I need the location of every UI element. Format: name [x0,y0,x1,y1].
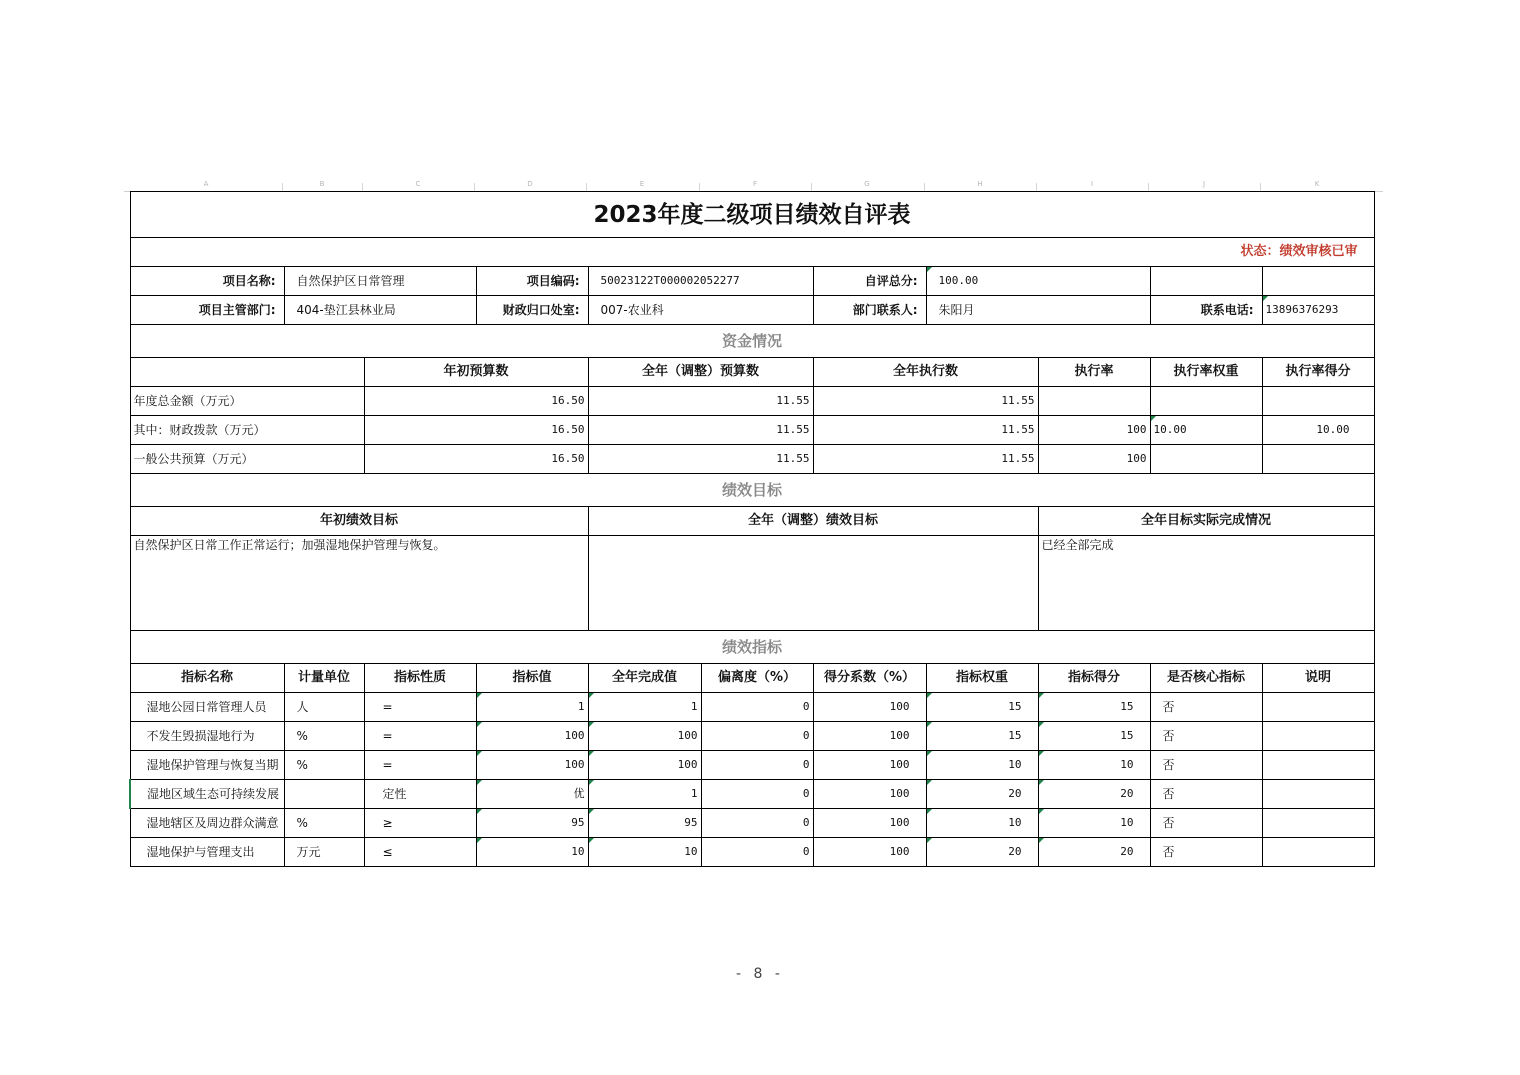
indicator-weight[interactable]: 15 [926,693,1038,722]
funds-adjusted[interactable]: 11.55 [588,416,813,445]
table-row [130,809,1374,838]
funds-score[interactable]: 10.00 [1262,416,1374,445]
funds-initial[interactable]: 16.50 [364,387,588,416]
indicator-target[interactable]: 优 [476,780,588,809]
indicator-name[interactable]: 湿地公园日常管理人员 [130,693,284,722]
funds-header-initial: 年初预算数 [364,358,588,387]
column-divider [699,183,700,191]
status-badge: 状态：绩效审核已审 [130,238,1374,267]
funds-initial[interactable]: 16.50 [364,445,588,474]
column-letter[interactable]: A [203,180,209,188]
indicator-actual[interactable]: 100 [588,722,701,751]
table-row [130,780,1374,809]
indicator-header-actual: 全年完成值 [588,664,701,693]
indicator-nature[interactable]: = [364,751,476,780]
indicator-core[interactable]: 否 [1150,722,1262,751]
column-letter[interactable]: D [527,180,533,188]
column-divider [1148,183,1149,191]
spreadsheet-sheet [124,180,1383,859]
indicator-note[interactable] [1262,693,1374,722]
column-letter[interactable]: G [864,180,870,188]
column-divider [586,183,587,191]
indicator-name[interactable]: 湿地辖区及周边群众满意 [130,809,284,838]
indicator-score[interactable]: 20 [1038,780,1150,809]
phone-value[interactable]: 13896376293 [1262,296,1374,325]
funds-section-title: 资金情况 [130,325,1374,358]
indicator-coefficient[interactable]: 100 [813,809,926,838]
funds-rate[interactable]: 100 [1038,416,1150,445]
indicator-coefficient[interactable]: 100 [813,693,926,722]
indicator-coefficient[interactable]: 100 [813,838,926,867]
funds-row-label[interactable]: 其中：财政拨款（万元） [130,416,364,445]
indicator-header-unit: 计量单位 [284,664,364,693]
indicator-nature[interactable]: ≤ [364,838,476,867]
indicator-deviation[interactable]: 0 [701,751,813,780]
indicator-score[interactable]: 20 [1038,838,1150,867]
funds-row [130,387,1374,416]
indicator-deviation[interactable]: 0 [701,722,813,751]
indicator-actual[interactable]: 95 [588,809,701,838]
funds-weight[interactable] [1150,387,1262,416]
self-score-label: 自评总分: [813,267,926,296]
contact-person-value[interactable]: 朱阳月 [926,296,1150,325]
funds-executed[interactable]: 11.55 [813,445,1038,474]
project-code-label: 项目编码: [476,267,588,296]
indicator-header-nature: 指标性质 [364,664,476,693]
indicator-target[interactable]: 100 [476,751,588,780]
evaluation-table [129,191,1375,867]
indicator-header-name: 指标名称 [130,664,284,693]
indicator-core[interactable]: 否 [1150,751,1262,780]
indicator-note[interactable] [1262,838,1374,867]
goals-header-initial: 年初绩效目标 [130,507,588,536]
column-letter[interactable]: B [319,180,325,188]
column-divider [1260,183,1261,191]
indicator-name[interactable]: 湿地区域生态可持续发展 [130,780,284,809]
indicator-deviation[interactable]: 0 [701,693,813,722]
indicator-actual[interactable]: 1 [588,693,701,722]
table-row [130,751,1374,780]
indicator-weight[interactable]: 10 [926,809,1038,838]
indicator-note[interactable] [1262,809,1374,838]
funds-rate[interactable]: 100 [1038,445,1150,474]
column-divider [362,183,363,191]
indicator-name[interactable]: 湿地保护管理与恢复当期 [130,751,284,780]
indicator-core[interactable]: 否 [1150,780,1262,809]
column-letter[interactable]: I [1090,180,1094,188]
indicator-target[interactable]: 10 [476,838,588,867]
indicator-weight[interactable]: 20 [926,780,1038,809]
contact-person-label: 部门联系人: [813,296,926,325]
indicator-unit[interactable]: % [284,809,364,838]
indicators-section-title: 绩效指标 [130,631,1374,664]
indicator-name[interactable]: 不发生毁损湿地行为 [130,722,284,751]
page-title: 2023年度二级项目绩效自评表 [130,192,1374,238]
goal-initial-text[interactable]: 自然保护区日常工作正常运行；加强湿地保护管理与恢复。 [130,536,588,631]
indicator-unit[interactable]: 人 [284,693,364,722]
indicator-nature[interactable]: = [364,722,476,751]
funds-row-label[interactable]: 一般公共预算（万元） [130,445,364,474]
indicator-header-core: 是否核心指标 [1150,664,1262,693]
indicator-header-target: 指标值 [476,664,588,693]
column-letter[interactable]: E [639,180,645,188]
self-score-value[interactable]: 100.00 [926,267,1150,296]
indicator-unit[interactable]: 万元 [284,838,364,867]
funds-initial[interactable]: 16.50 [364,416,588,445]
finance-office-label: 财政归口处室: [476,296,588,325]
project-name-value[interactable]: 自然保护区日常管理 [284,267,476,296]
indicator-nature[interactable]: = [364,693,476,722]
indicator-name[interactable]: 湿地保护与管理支出 [130,838,284,867]
indicator-header-note: 说明 [1262,664,1374,693]
column-divider [474,183,475,191]
indicator-unit[interactable]: % [284,751,364,780]
indicator-deviation[interactable]: 0 [701,838,813,867]
funds-score[interactable] [1262,445,1374,474]
indicator-score[interactable]: 15 [1038,693,1150,722]
funds-weight[interactable] [1150,445,1262,474]
indicator-score[interactable]: 10 [1038,751,1150,780]
empty-cell[interactable] [1262,267,1374,296]
indicator-actual[interactable]: 100 [588,751,701,780]
empty-header-cell [130,358,364,387]
indicator-weight[interactable]: 15 [926,722,1038,751]
indicator-coefficient[interactable]: 100 [813,780,926,809]
indicator-note[interactable] [1262,722,1374,751]
indicator-nature[interactable]: ≥ [364,809,476,838]
column-divider [282,183,283,191]
funds-row-label[interactable]: 年度总金额（万元） [130,387,364,416]
indicator-core[interactable]: 否 [1150,809,1262,838]
funds-row [130,416,1374,445]
phone-label: 联系电话: [1150,296,1262,325]
empty-cell[interactable] [1150,267,1262,296]
department-label: 项目主管部门: [130,296,284,325]
column-letter[interactable]: H [977,180,983,188]
goals-header-actual: 全年目标实际完成情况 [1038,507,1374,536]
indicator-header-deviation: 偏离度（%） [701,664,813,693]
table-row [130,693,1374,722]
department-value[interactable]: 404-垫江县林业局 [284,296,476,325]
indicator-target[interactable]: 1 [476,693,588,722]
indicator-actual[interactable]: 1 [588,780,701,809]
indicator-weight[interactable]: 10 [926,751,1038,780]
indicator-deviation[interactable]: 0 [701,780,813,809]
funds-rate[interactable] [1038,387,1150,416]
indicator-deviation[interactable]: 0 [701,809,813,838]
table-row [130,722,1374,751]
goals-header-adjusted: 全年（调整）绩效目标 [588,507,1038,536]
funds-executed[interactable]: 11.55 [813,387,1038,416]
indicator-score[interactable]: 10 [1038,809,1150,838]
indicator-header-weight: 指标权重 [926,664,1038,693]
indicator-unit[interactable] [284,780,364,809]
indicator-score[interactable]: 15 [1038,722,1150,751]
column-letter[interactable]: F [752,180,758,188]
project-name-label: 项目名称: [130,267,284,296]
column-letter[interactable]: J [1202,180,1206,188]
indicator-header-coefficient: 得分系数（%） [813,664,926,693]
indicator-note[interactable] [1262,751,1374,780]
goal-actual-text[interactable]: 已经全部完成 [1038,536,1374,631]
column-divider [811,183,812,191]
funds-adjusted[interactable]: 11.55 [588,387,813,416]
goals-section-title: 绩效目标 [130,474,1374,507]
funds-header-weight: 执行率权重 [1150,358,1262,387]
indicator-note[interactable] [1262,780,1374,809]
indicator-nature[interactable]: 定性 [364,780,476,809]
funds-header-rate: 执行率 [1038,358,1150,387]
indicator-unit[interactable]: % [284,722,364,751]
funds-header-executed: 全年执行数 [813,358,1038,387]
funds-weight[interactable]: 10.00 [1150,416,1262,445]
funds-executed[interactable]: 11.55 [813,416,1038,445]
indicator-core[interactable]: 否 [1150,693,1262,722]
column-divider [924,183,925,191]
funds-header-adjusted: 全年（调整）预算数 [588,358,813,387]
column-divider [1036,183,1037,191]
funds-adjusted[interactable]: 11.55 [588,445,813,474]
indicator-coefficient[interactable]: 100 [813,722,926,751]
indicator-weight[interactable]: 20 [926,838,1038,867]
funds-row [130,445,1374,474]
funds-score[interactable] [1262,387,1374,416]
indicator-actual[interactable]: 10 [588,838,701,867]
indicator-target[interactable]: 100 [476,722,588,751]
funds-header-score: 执行率得分 [1262,358,1374,387]
project-code-value[interactable]: 50023122T000002052277 [588,267,813,296]
finance-office-value[interactable]: 007-农业科 [588,296,813,325]
indicator-core[interactable]: 否 [1150,838,1262,867]
table-row [130,838,1374,867]
column-letter[interactable]: C [415,180,421,188]
indicator-coefficient[interactable]: 100 [813,751,926,780]
column-letter[interactable]: K [1314,180,1320,188]
page-number: - 8 - [736,966,784,982]
goal-adjusted-text[interactable] [588,536,1038,631]
indicator-header-score: 指标得分 [1038,664,1150,693]
indicator-target[interactable]: 95 [476,809,588,838]
